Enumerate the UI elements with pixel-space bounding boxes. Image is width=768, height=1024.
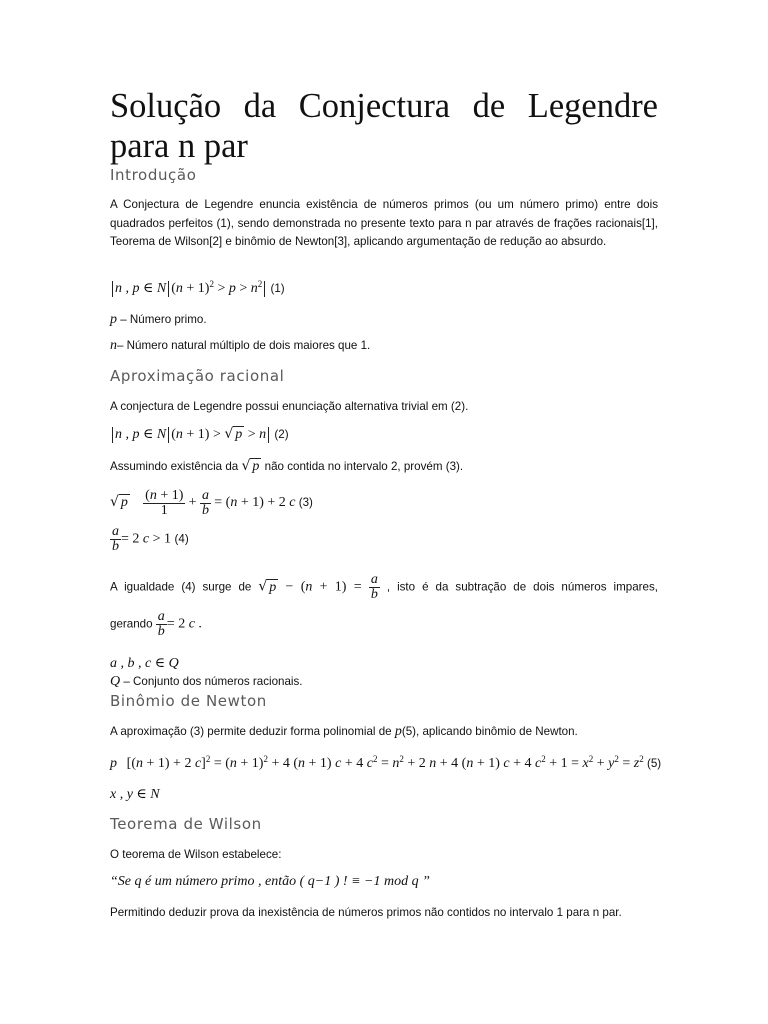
definition-p: p – Número primo.: [110, 312, 207, 327]
equation-2: n , p ∈ N (n + 1) > √ p > n (2): [110, 426, 658, 443]
binomial-paragraph: A aproximação (3) permite deduzir forma polinomial de p(5), aplicando binômio de Newton.: [110, 724, 578, 739]
definition-n: n– Número natural múltiplo de dois maiores que 1.: [110, 338, 371, 353]
wilson-conclusion-paragraph: Permitindo deduzir prova da inexistência de números primos não contidos no intervalo 1 para n par.: [110, 906, 622, 919]
document-title: Solução da Conjectura de Legendre para n par: [110, 87, 658, 165]
eq2-tag: (2): [274, 428, 289, 441]
equation-3: √ p $\frac{(n + 1)}{1}$ + $\frac{a}{b}$ = (n + 1) + 2 c (3): [110, 487, 313, 518]
heading-teorema-wilson: Teorema de Wilson: [110, 815, 262, 833]
heading-introducao: Introdução: [110, 166, 197, 184]
intro-paragraph: A Conjectura de Legendre enuncia existência de números primos (ou um número primo) entre dois quadrados perfeitos (1), sendo demonstrada no presente texto para n par através de frações racionais[1], Teorema de Wilson[2] e binômio de Newton[3], aplicando argumentação de redução ao absurdo.: [110, 198, 658, 249]
eq5-tag: (5): [646, 756, 662, 770]
set-abc-line: a , b , c ∈ Q: [110, 656, 179, 671]
eq3-tag: (3): [298, 496, 313, 510]
wilson-quote: “Se q é um número primo , então ( q−1 ) ! ≡ −1 mod q ”: [110, 874, 430, 889]
equality-origin-line: A igualdade (4) surge de √ p − (n + 1) = $\frac{a}{b}$ , isto é da subtração de dois números impares,: [110, 572, 658, 602]
alt-statement-paragraph: A conjectura de Legendre possui enunciação alternativa trivial em (2).: [110, 400, 469, 413]
generating-line: gerando $\frac{a}{b}$ = 2 c .: [110, 609, 202, 639]
equation-1: n , p ∈ N $(n + 1)^2 > p > n^2$ (1): [110, 279, 658, 297]
assumption-line: Assumindo existência da √ p não contida no intervalo 2, provém (3).: [110, 458, 464, 474]
wilson-intro-line: O teorema de Wilson estabelece:: [110, 848, 282, 861]
equation-5: p [(n + 1) + 2 $c]^2 = (n + 1)^2 + 4$ (n + 1) c + 4 $c^2 = n^2 + 2$ n + 4 (n + 1) c + 4 $c^2 + 1 = x^2 + y^2 = z^2$ (5): [110, 754, 662, 771]
equation-4: $\frac{a}{b}$ = 2 c > 1 (4): [112, 524, 189, 554]
definition-q: Q – Conjunto dos números racionais.: [110, 674, 303, 689]
eq4-tag: (4): [174, 532, 189, 546]
eq1-tag: (1): [270, 281, 285, 295]
heading-binomio-newton: Binômio de Newton: [110, 692, 267, 710]
heading-aproximacao-racional: Aproximação racional: [110, 367, 285, 385]
set-xy-line: x , y ∈ N: [110, 787, 160, 802]
